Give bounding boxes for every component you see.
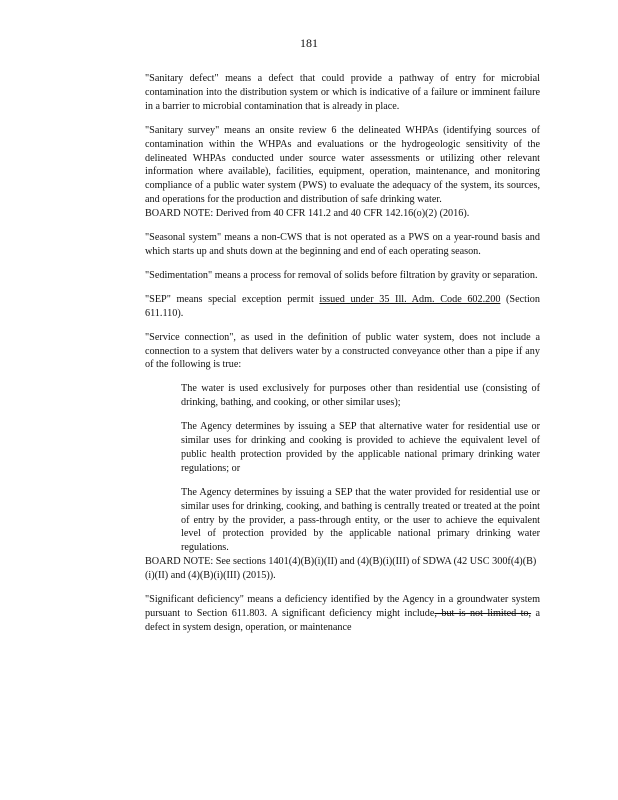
service-condition-item: The Agency determines by issuing a SEP that alternative water for residential use or similar uses for drinking and cooking is provided to achieve the equivalent level of public health protection provided by the applicable national primary drinking water regulations; or (181, 421, 540, 474)
page-number: 181 (300, 36, 318, 50)
significant-deficiency-deleted-text: , but is not limited to, (434, 608, 532, 619)
document-body (145, 72, 540, 645)
definition-sanitary-survey: "Sanitary survey" means an onsite review 6 the delineated WHPAs (identifying sources of contamination within the WHPAs and evaluations or the hydrogeologic sensitivity of the delineated WHPAs conducted under source water assessments or utilizing other relevant information where available), facilities, equipment, operation, maintenance, and monitoring compliance of a public water system (PWS) to evaluate the adequacy of the system, its sources, and operations for the production and distribution of safe drinking water. (145, 124, 540, 206)
definition-sedimentation: "Sedimentation" means a process for removal of solids before filtration by gravity or separation. (145, 269, 538, 281)
definition-sep (145, 293, 540, 321)
significant-deficiency-tail-text: a defect in system design, operation, or maintenance (145, 608, 540, 633)
service-condition-item: The Agency determines by issuing a SEP that the water provided for residential use or similar uses for drinking, cooking, and bathing is centrally treated or treated at the point of entry by the provider, a pass-through entity, or the user to achieve the equivalent level of protection provided by the applicable national primary drinking water regulations. (181, 486, 540, 554)
significant-deficiency-lead-text: "Significant deficiency" means a deficiency identified by the Agency in a groundwater system pursuant to Section 611.803. A significant deficiency might include (145, 594, 540, 619)
service-condition-item: The water is used exclusively for purposes other than residential use (consisting of drinking, bathing, and cooking, or other similar uses); (181, 383, 540, 409)
sep-lead-text: "SEP" means special exception permit (145, 293, 320, 305)
sep-inserted-text: issued under 35 Ill. Adm. Code 602.200 (319, 293, 501, 305)
definition-seasonal-system: "Seasonal system" means a non-CWS that is not operated as a PWS on a year-round basis and which starts up and shuts down at the beginning and end of each operating season. (145, 232, 540, 257)
sep-tail-text: (Section 611.110). (145, 293, 540, 319)
definition-service-connection: "Service connection", as used in the definition of public water system, does not include a connection to a system that delivers water by a constructed conveyance other than a pipe if any of the following is true: (145, 331, 540, 371)
definition-sanitary-defect: "Sanitary defect" means a defect that could provide a pathway of entry for microbial contamination into the distribution system or which is indicative of a failure or imminent failure in a barrier to microbial contamination that is already in place. (145, 73, 540, 112)
definition-significant-deficiency (145, 593, 540, 635)
board-note-service-connection: BOARD NOTE: See sections 1401(4)(B)(i)(II) and (4)(B)(i)(III) of SDWA (42 USC 300f(4)(B)(i)(II) and (4)(B)(i)(III) (2015)). (145, 556, 537, 582)
board-note-sanitary-survey: BOARD NOTE: Derived from 40 CFR 141.2 and 40 CFR 142.16(o)(2) (2016). (145, 208, 470, 220)
